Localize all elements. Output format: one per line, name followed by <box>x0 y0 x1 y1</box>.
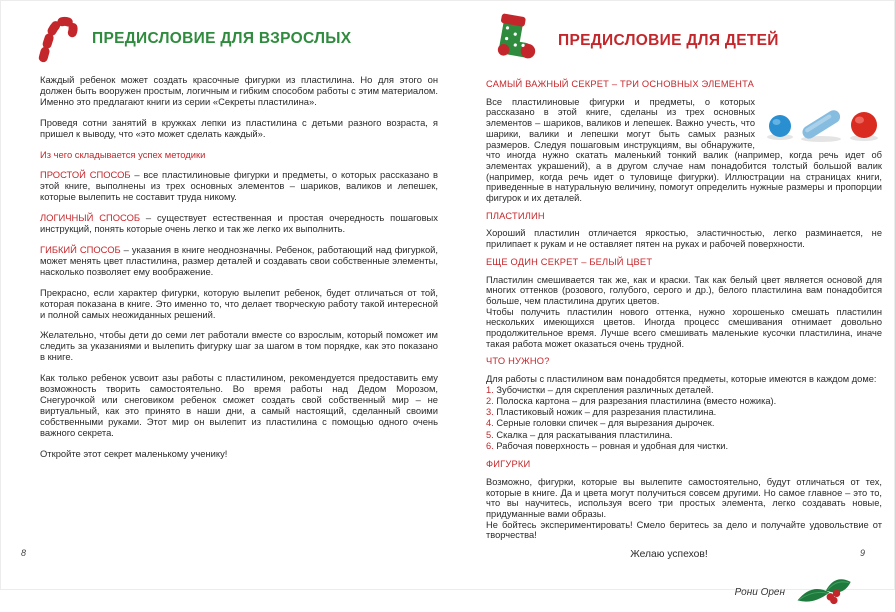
blue-ball <box>769 115 791 137</box>
paragraph: Не бойтесь экспериментировать! Смело беритесь за дело и получайте удовольствие от творчества! <box>486 519 882 541</box>
list-item <box>486 385 882 396</box>
list-item <box>486 418 882 429</box>
tools-list <box>486 385 882 452</box>
paragraph: Как только ребенок усвоит азы работы с пластилином, рекомендуется предоставить ему возможность творить самостоятельно. Во время работы над Дедом Морозом, Снегурочкой или снеговиком ребенок сможет создать свой собственный мир – не виртуальный, как это принято в наши дни, а самый настоящий, сделанный своими собственными руками. Этот мир он вылепит из пластилина с помощью одного очень важного секрета. <box>40 372 438 438</box>
item-text: Рабочая поверхность – ровная и удобная для чистки. <box>493 440 729 451</box>
right-page-header <box>486 12 882 70</box>
stocking-icon <box>486 12 544 70</box>
method-paragraph-logical <box>40 213 438 235</box>
left-page-header <box>40 12 438 66</box>
item-number: 6. <box>486 440 494 451</box>
list-item <box>486 441 882 452</box>
left-page-body <box>40 75 438 459</box>
item-text: Пластиковый ножик – для разрезания пластилина. <box>493 407 717 418</box>
page-title-children: ПРЕДИСЛОВИЕ ДЛЯ ДЕТЕЙ <box>558 32 779 49</box>
section-heading-need: ЧТО НУЖНО? <box>486 356 550 367</box>
paragraph: Прекрасно, если характер фигурки, которую вылепит ребенок, будет отличаться от той, которая показана в книге. Это именно то, что делает творческую работу такой интересной и полной самых неожиданных решений. <box>40 286 438 320</box>
paragraph-secret <box>486 97 882 204</box>
method-text: – существует естественная и простая очередность пошаговых инструкций, понять которые очень легко и так же легко их выполнить. <box>40 212 438 235</box>
page-left-adults <box>40 12 438 469</box>
paragraph-closing: Откройте этот секрет маленькому ученику! <box>40 447 228 459</box>
item-number: 5. <box>486 429 494 440</box>
paragraph: Проведя сотни занятий в кружках лепки из пластилина с детьми разного возраста, я пришел к выводу, что «это может сделать каждый». <box>40 116 438 139</box>
paragraph: Чтобы получить пластилин нового оттенка, нужно хорошенько смешать пластилин нескольких имеющихся цветов. Иногда процесс смешивания отнимает довольно продолжительное время. Лучше всего смешивать маленькие кусочки пластилина, иначе такая работа может оказаться очень трудной. <box>486 306 882 349</box>
item-text: Серные головки спичек – для вырезания дырочек. <box>493 418 715 429</box>
method-paragraph-simple <box>40 170 438 203</box>
paragraph: Хороший пластилин отличается яркостью, эластичностью, легко разминается, не прилипает к рукам и не оставляет пятен на руках и рабочей поверхности. <box>486 228 882 250</box>
section-subhead: Из чего складывается успех методики <box>40 148 206 160</box>
signature-block <box>486 572 856 612</box>
item-text: Зубочистки – для скрепления различных деталей. <box>493 384 714 395</box>
item-number: 4. <box>486 418 494 429</box>
candy-cane-icon <box>33 8 82 70</box>
item-text: Полоска картона – для разрезания пластилина (вместо ножика). <box>493 396 777 407</box>
page-number-right: 9 <box>860 548 866 558</box>
section-heading-figures: ФИГУРКИ <box>486 459 531 470</box>
item-text: Скалка – для раскатывания пластилина. <box>493 429 673 440</box>
page-title-adults: ПРЕДИСЛОВИЕ ДЛЯ ВЗРОСЛЫХ <box>92 30 352 47</box>
page-number-left: 8 <box>21 548 27 558</box>
list-item <box>486 430 882 441</box>
red-ball <box>851 112 877 138</box>
item-number: 2. <box>486 396 494 407</box>
method-text: – указания в книге неоднозначны. Ребенок, работающий над фигуркой, может менять цвет пластилина, размер деталей и создавать свои собственные элементы, насколько позволяет ему воображение. <box>40 243 439 277</box>
method-lead: ЛОГИЧНЫЙ СПОСОБ <box>40 212 141 224</box>
method-lead: ПРОСТОЙ СПОСОБ <box>40 169 131 181</box>
paragraph: Желательно, чтобы дети до семи лет работали вместе со взрослым, который поможет им следить за указаниями и вылепить фигурку шаг за шагом в том порядке, как это показано в книге. <box>40 329 438 363</box>
list-intro: Для работы с пластилином вам понадобятся предметы, которые имеются в каждом доме: <box>486 374 877 385</box>
method-lead: ГИБКИЙ СПОСОБ <box>40 243 121 255</box>
paragraph: Каждый ребенок может создать красочные фигурки из пластилина. Но для этого он должен быть вооружен простым, логичным и гибким способом работы с этим материалом. Именно это предлагают книги из серии «Секреты пластилина». <box>40 74 438 107</box>
paragraph: Возможно, фигурки, которые вы вылепите самостоятельно, будут отличаться от тех, которые в книге. Да и цвета могут получиться совсем другими. Но самое главное – это то, что вы научитесь, используя всего три простых элемента, легко создавать новые, придуманные вами образы. <box>486 476 882 519</box>
section-heading-white: ЕЩЕ ОДИН СЕКРЕТ – БЕЛЫЙ ЦВЕТ <box>486 256 653 267</box>
page-right-children <box>486 12 882 612</box>
paragraph-text: Все пластилиновые фигурки и предметы, о которых рассказано в этой книге, сделаны из трех основных элементов – шариков, валиков и лепешек. Важно учесть, что шарики, валики и лепешки могут быть самых разных размеров. Следуя пошаговым инструкциям, вы обнаружите, что иногда нужно скатать маленький тонкий валик (например, когда речь идет об элементах украшений), а в другом случае нам понадобится толстый большой валик (например, когда речь идет о туловище фигурки). Иллюстрации на страницах книги, приведенные в натуральную величину, помогут определить нужные размеры и пропорции фигурок и их деталей. <box>486 96 882 204</box>
plasticine-elements-image <box>764 99 882 145</box>
holly-icon <box>794 572 856 612</box>
wish-line: Желаю успехов! <box>630 549 708 561</box>
author-signature: Рони Орен <box>734 586 785 598</box>
list-item <box>486 396 882 407</box>
method-text: – все пластилиновые фигурки и предметы, о которых рассказано в этой книге, выполнены из трех основных элементов – шариков, валиков и лепешек, которые вылепить не составит труда никому. <box>40 169 438 203</box>
item-number: 1. <box>486 384 494 395</box>
right-page-body <box>486 79 882 541</box>
section-heading-plasticine: ПЛАСТИЛИН <box>486 210 545 221</box>
list-item <box>486 407 882 418</box>
method-paragraph-flexible <box>40 245 438 278</box>
section-heading-secret: САМЫЙ ВАЖНЫЙ СЕКРЕТ – ТРИ ОСНОВНЫХ ЭЛЕМЕНТА <box>486 79 755 89</box>
item-number: 3. <box>486 407 494 418</box>
paragraph: Пластилин смешивается так же, как и краски. Так как белый цвет является основой для многих оттенков (розового, голубого, серого и др.), белого пластилина вам понадобится больше, чем пластилина других цветов. <box>486 274 882 306</box>
